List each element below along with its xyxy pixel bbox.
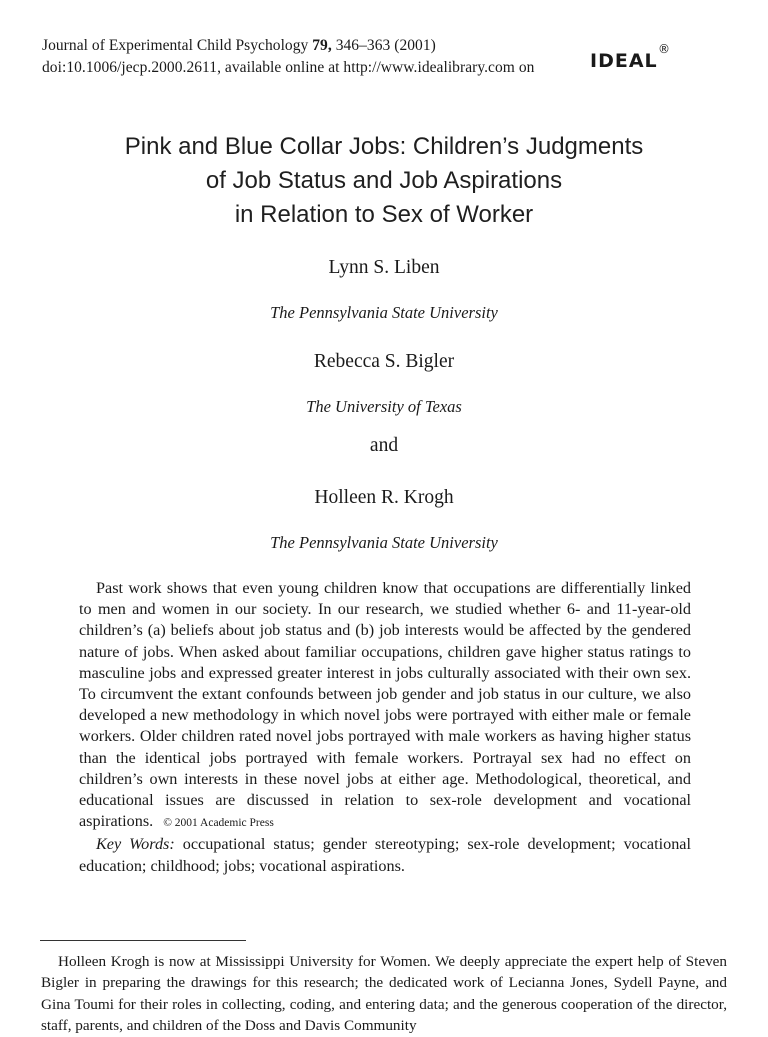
abstract-paragraph [79, 578, 691, 834]
journal-citation-header [42, 35, 534, 79]
footnote-text: Holleen Krogh is now at Mississippi University for Women. We deeply appreciate the expert help of Steven Bigler in preparing the drawings for this research; the dedicated work of Lecianna Jones, Sydell Payne, and Gina Toumi for their roles in collecting, coding, and entering data; and the generous cooperation of the director, staff, parents, and children of the Doss and Davis Community [41, 953, 727, 1035]
author-name: Holleen R. Krogh [314, 487, 454, 508]
abstract-body: Past work shows that even young children know that occupations are differentially linked to men and women in our society. In our research, we studied whether 6- and 11-year-old children’s (a) beliefs about job status and (b) job interests would be affected by the gendered nature of jobs. When asked about familiar occupations, children gave higher status ratings to masculine jobs and expressed greater interest in jobs culturally associated with their own sex. To circumvent the extant confounds between job gender and job status in our culture, we also developed a new methodology in which novel jobs were portrayed with either male or female workers. Older children rated novel jobs portrayed with male workers as having higher status than the identical jobs portrayed with female workers. Portrayal sex had no effect on children’s own interests in these novel jobs at either age. Methodological, theoretical, and educational issues are discussed in relation to sex-role development and vocational aspirations. [79, 579, 691, 831]
footnote-divider [40, 940, 246, 941]
registered-mark: ® [658, 42, 670, 56]
journal-line: Journal of Experimental Child Psychology 79, 346–363 (2001) [42, 37, 436, 54]
doi-line: doi:10.1006/jecp.2000.2611, available online at http://www.idealibrary.com on [42, 59, 535, 76]
author-name: Lynn S. Liben [328, 257, 440, 278]
ideal-logo [590, 42, 674, 82]
title-line: of Job Status and Job Aspirations [205, 167, 563, 194]
keywords-list: occupational status; gender stereotyping; sex-role development; vocational education; childhood; jobs; vocational aspirations. [79, 835, 691, 875]
author-affiliation: The Pennsylvania State University [270, 303, 498, 322]
keywords-label: Key Words: [96, 835, 175, 854]
ideal-logo-text: IDEAL [590, 50, 658, 72]
author-affiliation: The University of Texas [306, 397, 462, 416]
title-line: in Relation to Sex of Worker [234, 201, 534, 228]
author-conjunction: and [369, 435, 399, 456]
author-affiliation: The Pennsylvania State University [270, 533, 498, 552]
author-name: Rebecca S. Bigler [313, 351, 455, 372]
keywords-paragraph [79, 834, 691, 876]
abstract [79, 578, 691, 877]
journal-volume: 79, [312, 37, 332, 54]
paper-title [0, 130, 768, 232]
copyright-notice: © 2001 Academic Press [163, 817, 274, 830]
title-line: Pink and Blue Collar Jobs: Children’s Judgments [124, 133, 644, 160]
footnote [41, 951, 727, 1037]
